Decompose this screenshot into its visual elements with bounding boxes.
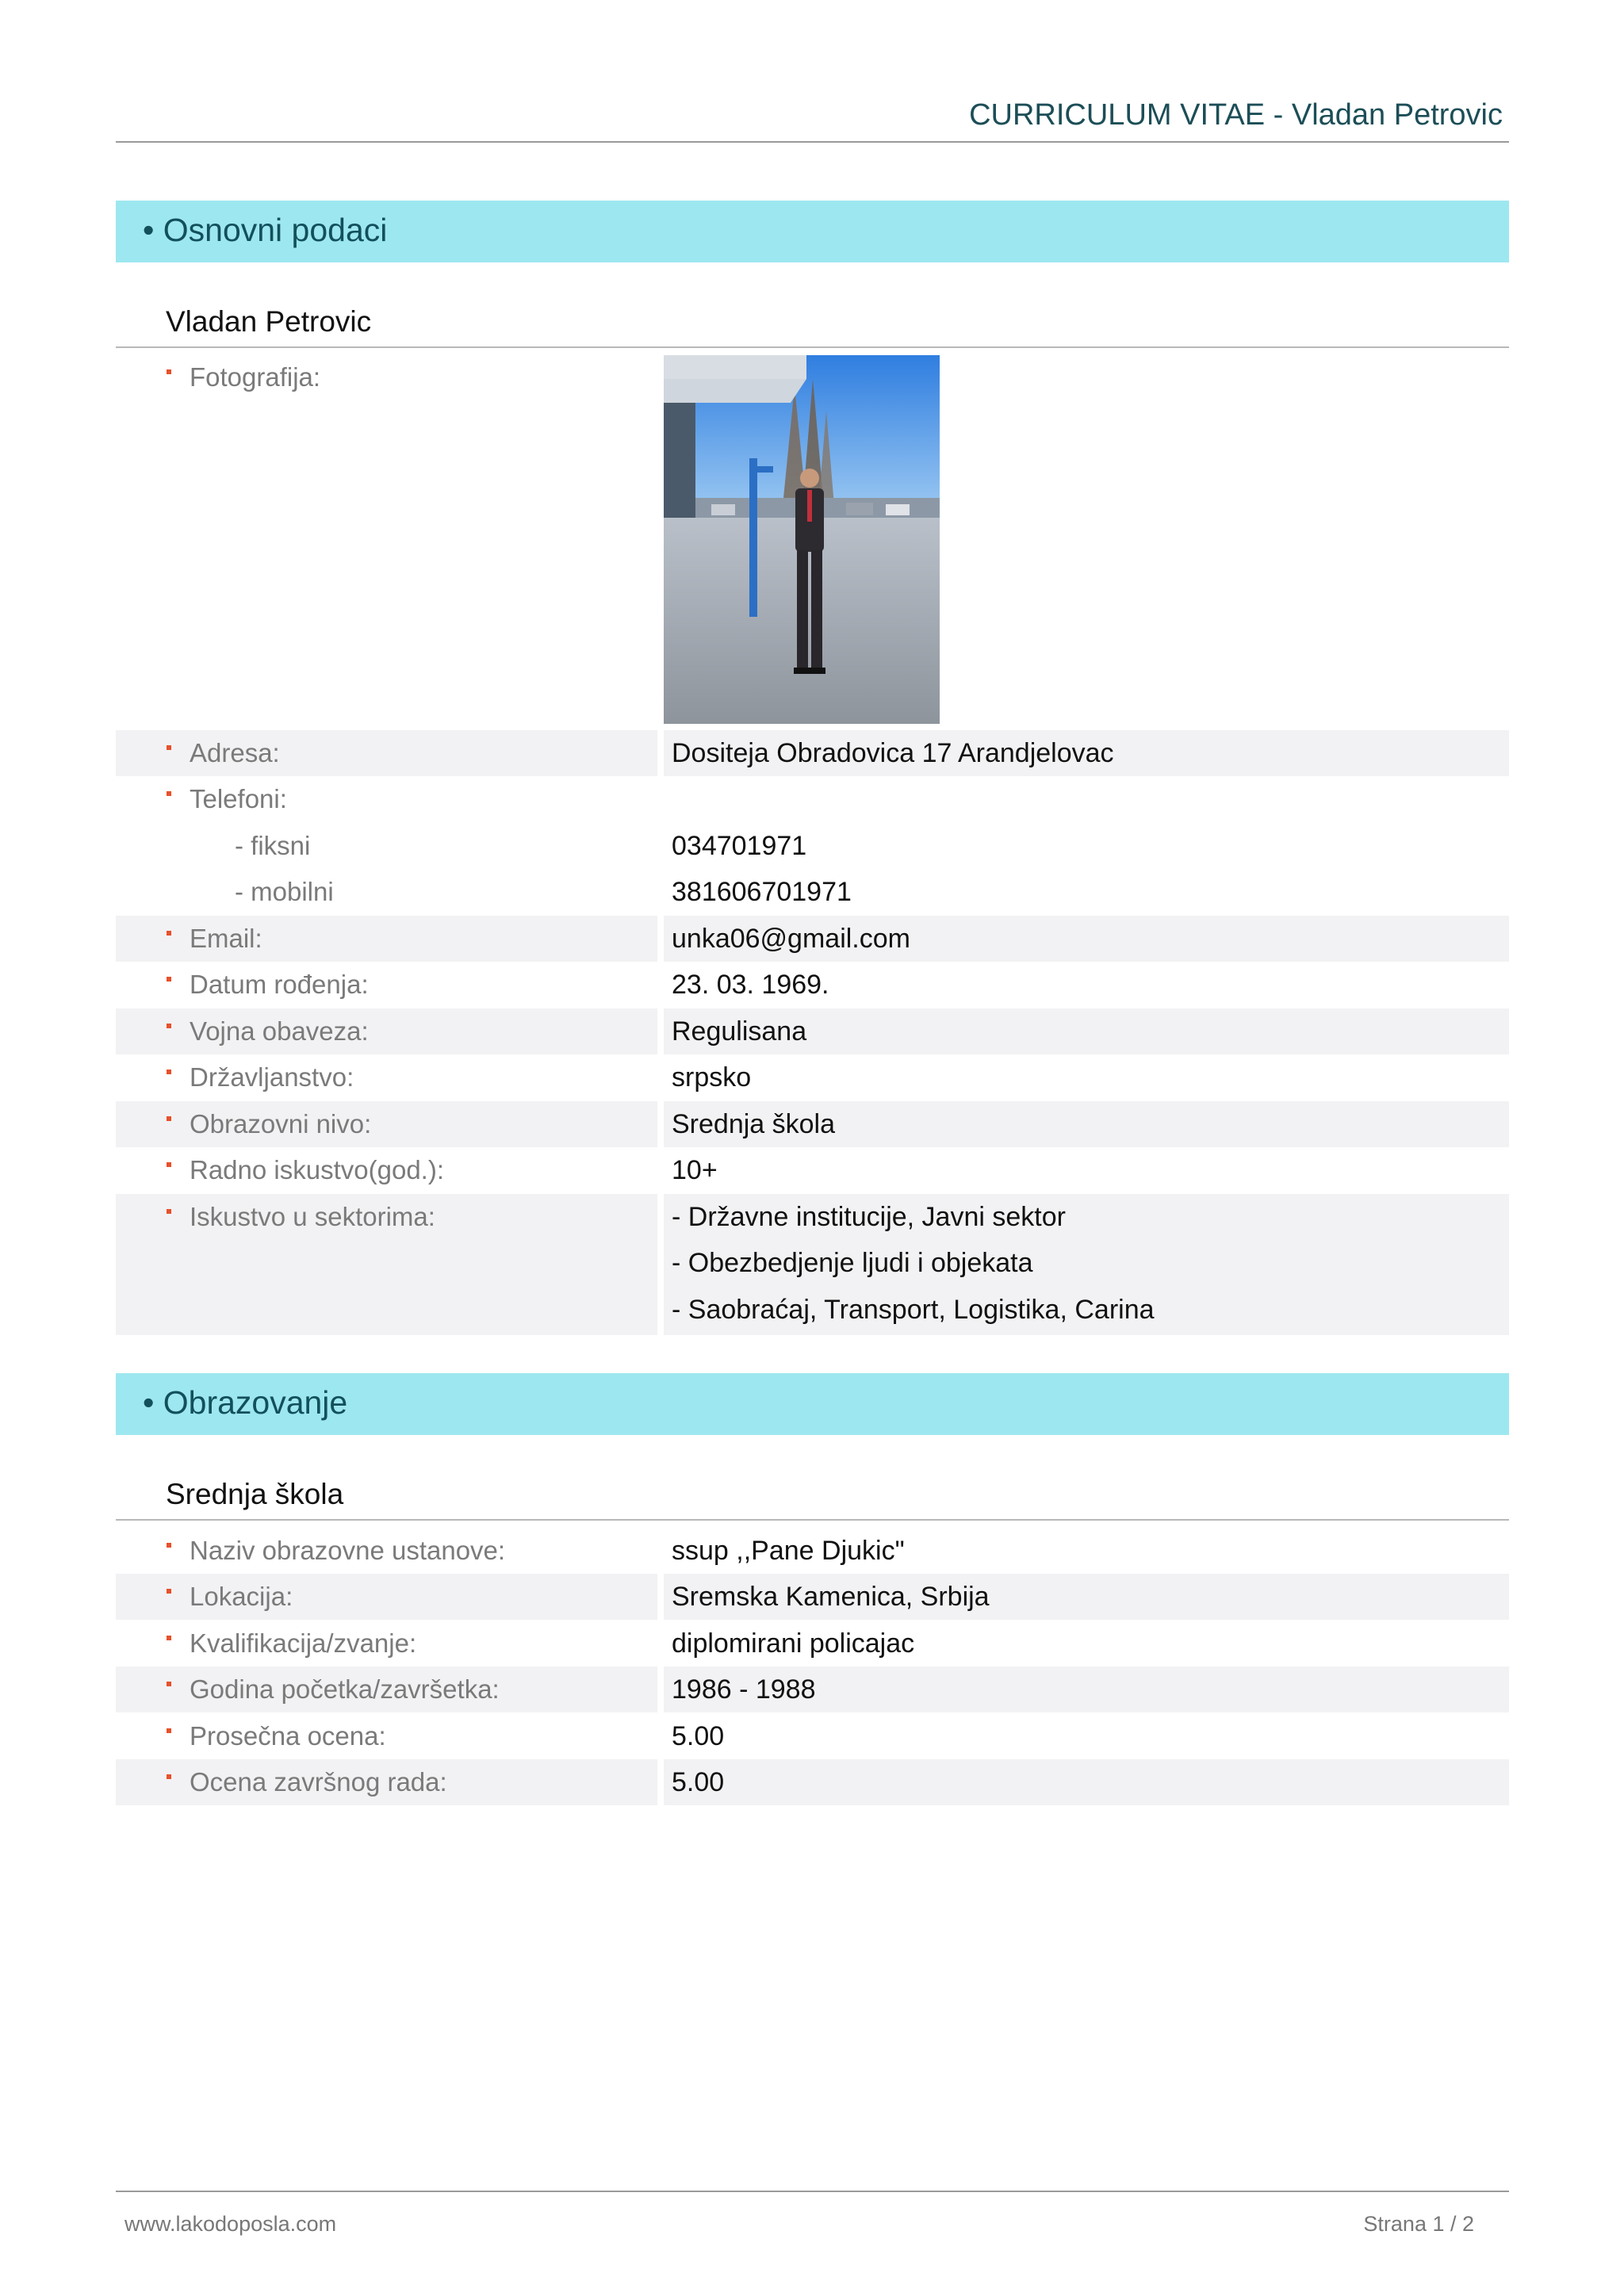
label-qualification: Kvalifikacija/zvanje: <box>190 1628 417 1658</box>
label-gpa: Prosečna ocena: <box>190 1721 386 1751</box>
value-dob: 23. 03. 1969. <box>672 970 829 1000</box>
bullet-icon <box>167 1774 171 1779</box>
value-location: Sremska Kamenica, Srbija <box>672 1582 990 1612</box>
bullet-icon <box>167 1682 171 1686</box>
label-location: Lokacija: <box>190 1582 293 1611</box>
label-fixed-phone: - fiksni <box>235 831 311 860</box>
footer-page-number: Strana 1 / 2 <box>1363 2212 1474 2236</box>
value-experience: 10+ <box>672 1155 718 1185</box>
bullet-icon <box>167 369 171 374</box>
row-stripe <box>664 1759 1509 1805</box>
label-dob: Datum rođenja: <box>190 970 369 999</box>
person-name: Vladan Petrovic <box>166 305 372 338</box>
bullet-icon <box>167 745 171 750</box>
label-military: Vojna obaveza: <box>190 1016 369 1046</box>
bullet-icon <box>167 1728 171 1733</box>
label-institution: Naziv obrazovne ustanove: <box>190 1536 506 1565</box>
value-email: unka06@gmail.com <box>672 924 910 954</box>
bullet-icon <box>167 1116 171 1121</box>
value-thesis: 5.00 <box>672 1767 725 1797</box>
value-sector-item: - Državne institucije, Javni sektor <box>672 1202 1066 1232</box>
profile-photo <box>664 355 940 724</box>
bullet-icon <box>167 1543 171 1548</box>
label-address: Adresa: <box>190 738 280 767</box>
document-header-title: CURRICULUM VITAE - Vladan Petrovic <box>969 98 1503 132</box>
label-sectors: Iskustvo u sektorima: <box>190 1202 435 1231</box>
bullet-icon <box>167 1070 171 1074</box>
label-citizenship: Državljanstvo: <box>190 1062 354 1092</box>
bullet-icon <box>167 1636 171 1640</box>
value-mobile-phone: 381606701971 <box>672 877 852 907</box>
label-years: Godina početka/završetka: <box>190 1674 500 1704</box>
label-thesis: Ocena završnog rada: <box>190 1767 447 1797</box>
label-education-level: Obrazovni nivo: <box>190 1109 372 1138</box>
header-divider <box>116 141 1509 143</box>
value-military: Regulisana <box>672 1016 807 1047</box>
bullet-icon <box>167 1024 171 1028</box>
bullet-icon <box>167 1589 171 1594</box>
value-years: 1986 - 1988 <box>672 1674 816 1705</box>
bullet-icon <box>167 1162 171 1167</box>
education-subtitle: Srednja škola <box>166 1478 344 1510</box>
bullet-icon <box>167 1209 171 1214</box>
name-divider <box>116 346 1509 348</box>
value-sector-item: - Saobraćaj, Transport, Logistika, Carina <box>672 1295 1155 1325</box>
bullet-icon <box>167 977 171 982</box>
label-phones: Telefoni: <box>190 784 287 813</box>
bullet-icon <box>167 931 171 936</box>
label-mobile-phone: - mobilni <box>235 877 334 906</box>
value-sector-item: - Obezbedjenje ljudi i objekata <box>672 1248 1033 1278</box>
label-email: Email: <box>190 924 262 953</box>
value-education-level: Srednja škola <box>672 1109 836 1139</box>
label-photo: Fotografija: <box>190 362 321 392</box>
value-qualification: diplomirani policajac <box>672 1628 915 1659</box>
section-band-basic-info <box>116 201 1509 262</box>
value-gpa: 5.00 <box>672 1721 725 1751</box>
label-experience: Radno iskustvo(god.): <box>190 1155 444 1184</box>
value-fixed-phone: 034701971 <box>672 831 807 861</box>
footer-website-link[interactable]: www.lakodoposla.com <box>124 2212 337 2236</box>
value-institution: ssup ,,Pane Djukic" <box>672 1536 905 1566</box>
bullet-icon <box>167 791 171 796</box>
education-divider <box>116 1519 1509 1521</box>
section-title: • Obrazovanje <box>143 1384 348 1421</box>
value-citizenship: srpsko <box>672 1062 752 1093</box>
section-band-education <box>116 1373 1509 1435</box>
section-title: • Osnovni podaci <box>143 212 388 248</box>
footer-divider <box>116 2191 1509 2192</box>
value-address: Dositeja Obradovica 17 Arandjelovac <box>672 738 1114 768</box>
